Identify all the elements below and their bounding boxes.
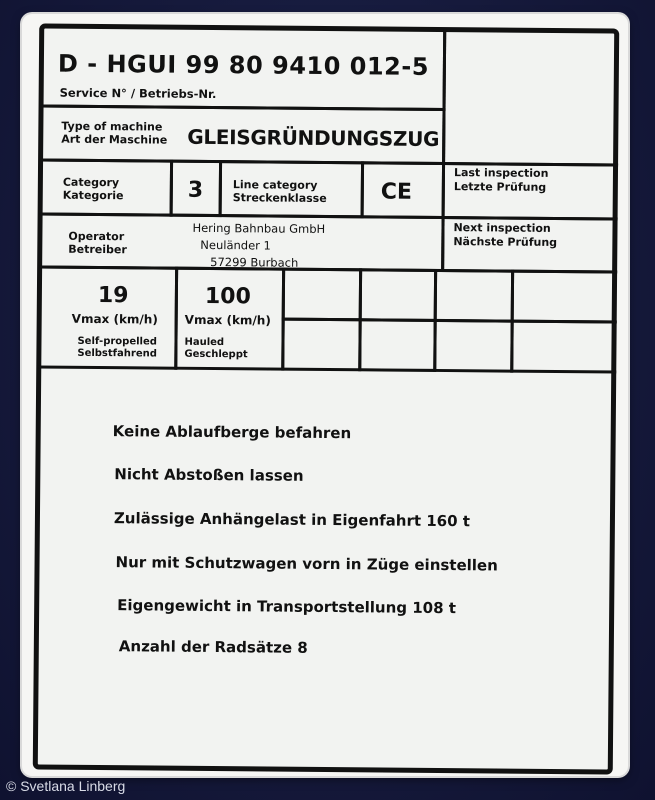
last-inspection-label-de: Letzte Prüfung	[453, 180, 547, 194]
vmax-self-label-en: Self-propelled	[77, 335, 157, 348]
line-category-value: CE	[380, 179, 413, 205]
line-category-label-de: Streckenklasse	[232, 191, 327, 205]
vmax-hauled-value: 100	[204, 283, 251, 310]
category-value: 3	[187, 177, 204, 203]
machine-type-label-de: Art der Maschine	[61, 132, 168, 147]
line-category-label-en: Line category	[232, 178, 318, 192]
rule-6: Anzahl der Radsätze 8	[118, 637, 308, 657]
operator-label-de: Betreiber	[68, 242, 127, 257]
service-number: D - HGUI 99 80 9410 012-5	[57, 49, 430, 81]
grid-cell	[358, 318, 436, 372]
blank-box-top-right	[442, 29, 619, 167]
service-number-label: Service N° / Betriebs-Nr.	[59, 85, 217, 102]
operator-line-2: Neuländer 1	[200, 237, 271, 253]
operator-line-1: Hering Bahnbau GmbH	[192, 220, 326, 236]
grid-cell	[434, 269, 514, 323]
grid-cell	[359, 268, 437, 322]
vmax-hauled-label-de: Geschleppt	[184, 348, 248, 361]
category-label-en: Category	[62, 175, 120, 190]
category-label-de: Kategorie	[62, 188, 124, 203]
machine-type-label-en: Type of machine	[61, 119, 163, 134]
machine-type-value: GLEISGRÜNDUNGSZUG	[187, 124, 440, 151]
last-inspection-label-en: Last inspection	[453, 166, 549, 180]
operator-label-en: Operator	[68, 229, 125, 244]
vmax-hauled-label-en: Hauled	[184, 336, 225, 349]
next-inspection-label-de: Nächste Prüfung	[453, 235, 558, 250]
information-plate	[33, 23, 619, 774]
grid-cell	[433, 319, 513, 373]
rule-3: Zulässige Anhängelast in Eigenfahrt 160 t	[113, 509, 471, 531]
vmax-hauled-unit: Vmax (km/h)	[184, 312, 271, 328]
grid-cell	[510, 320, 616, 374]
next-inspection-label-en: Next inspection	[453, 221, 551, 235]
grid-cell	[511, 270, 617, 324]
vmax-self-value: 19	[97, 283, 129, 309]
vmax-self-unit: Vmax (km/h)	[71, 311, 158, 327]
operator-line-3: 57299 Burbach	[210, 254, 299, 270]
rule-1: Keine Ablaufberge befahren	[112, 422, 352, 443]
rule-4: Nur mit Schutzwagen vorn in Züge einstellen	[115, 553, 498, 575]
grid-cell	[282, 268, 362, 322]
copyright-watermark: © Svetlana Linberg	[6, 778, 126, 794]
rule-5: Eigengewicht in Transportstellung 108 t	[117, 596, 457, 618]
grid-cell	[281, 318, 361, 372]
rule-2: Nicht Abstoßen lassen	[114, 465, 304, 485]
vmax-self-label-de: Selbstfahrend	[77, 347, 157, 360]
